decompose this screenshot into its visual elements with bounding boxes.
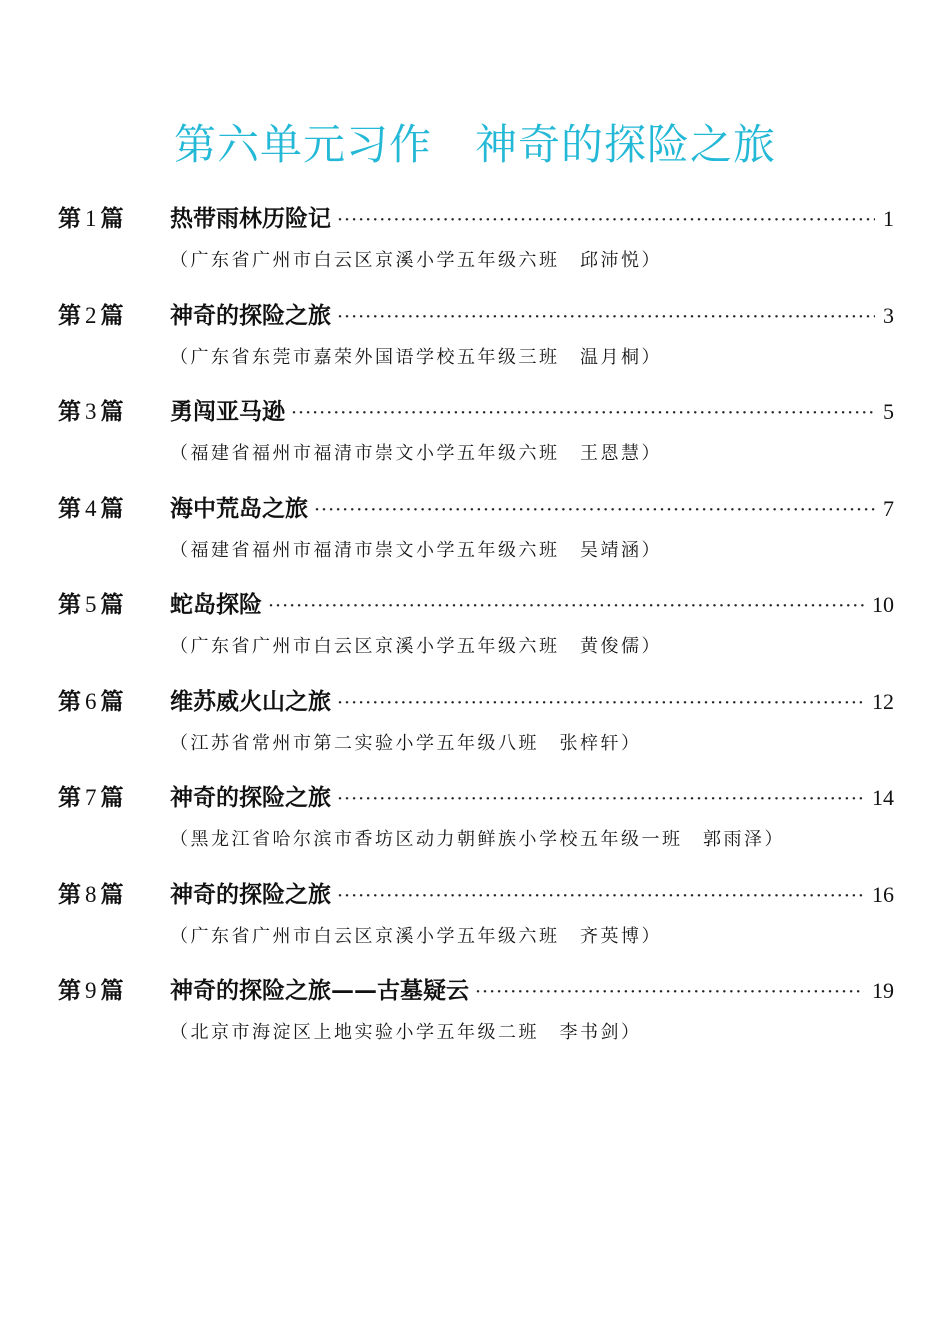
dot-leader	[337, 774, 864, 824]
entry-page-number: 12	[872, 688, 894, 714]
entry-number-label: 第 2 篇	[58, 301, 124, 329]
toc-entry-line[interactable]	[58, 484, 894, 534]
toc-entry	[58, 870, 894, 967]
toc-entry	[58, 580, 894, 677]
dot-leader	[268, 581, 864, 631]
entry-author-line: （广东省东莞市嘉荣外国语学校五年级三班 温月桐）	[170, 346, 662, 368]
entry-number-label: 第 6 篇	[58, 687, 124, 715]
entry-page-number: 1	[883, 206, 894, 231]
toc-entry-line[interactable]	[58, 870, 894, 920]
entry-author-line: （广东省广州市白云区京溪小学五年级六班 黄俊儒）	[170, 636, 662, 657]
entry-title: 勇闯亚马逊	[170, 398, 285, 425]
entry-number-label: 第 3 篇	[58, 398, 124, 425]
entry-title: 神奇的探险之旅	[170, 301, 331, 329]
entry-title: 神奇的探险之旅	[170, 784, 331, 811]
entry-number-label: 第 8 篇	[58, 880, 124, 908]
toc-entry-line[interactable]	[58, 194, 894, 244]
toc-entry-line[interactable]	[58, 387, 894, 437]
entry-page-number: 14	[872, 785, 894, 810]
entry-author-line: （广东省广州市白云区京溪小学五年级六班 邱沛悦）	[170, 250, 662, 271]
entry-title: 维苏威火山之旅	[170, 687, 331, 715]
toc-entry	[58, 484, 894, 581]
entry-number-label: 第 4 篇	[58, 494, 124, 522]
page-title: 第六单元习作 神奇的探险之旅	[173, 120, 776, 169]
toc-entry-line[interactable]	[58, 773, 894, 823]
toc-entry	[58, 291, 894, 388]
entry-title: 神奇的探险之旅——古墓疑云	[170, 977, 469, 1004]
dot-leader	[337, 871, 864, 921]
toc-entry	[58, 194, 894, 291]
entry-page-number: 7	[883, 495, 894, 521]
toc-entry	[58, 387, 894, 484]
dot-leader	[337, 678, 864, 728]
entry-author-line: （福建省福州市福清市崇文小学五年级六班 吴靖涵）	[170, 539, 662, 561]
entry-author-line: （黑龙江省哈尔滨市香坊区动力朝鲜族小学校五年级一班 郭雨泽）	[170, 829, 785, 850]
entry-page-number: 5	[883, 399, 894, 424]
entry-page-number: 10	[872, 592, 894, 617]
entry-page-number: 16	[872, 881, 894, 907]
toc-entry-line[interactable]	[58, 580, 894, 630]
table-of-contents	[58, 194, 894, 1063]
toc-entry	[58, 677, 894, 774]
entry-author-line: （福建省福州市福清市崇文小学五年级六班 王恩慧）	[170, 443, 662, 464]
entry-author-line: （江苏省常州市第二实验小学五年级八班 张梓轩）	[170, 732, 642, 754]
toc-entry-line[interactable]	[58, 966, 894, 1016]
entry-author-line: （广东省广州市白云区京溪小学五年级六班 齐英博）	[170, 925, 662, 947]
entry-title: 蛇岛探险	[170, 591, 262, 618]
entry-title: 神奇的探险之旅	[170, 880, 331, 908]
toc-entry	[58, 773, 894, 870]
dot-leader	[337, 195, 875, 245]
entry-title: 热带雨林历险记	[170, 205, 331, 232]
entry-number-label: 第 9 篇	[58, 977, 124, 1004]
entry-page-number: 3	[883, 302, 894, 328]
entry-number-label: 第 5 篇	[58, 591, 124, 618]
entry-title: 海中荒岛之旅	[170, 494, 308, 522]
entry-author-line: （北京市海淀区上地实验小学五年级二班 李书剑）	[170, 1022, 642, 1043]
entry-number-label: 第 7 篇	[58, 784, 124, 811]
toc-entry-line[interactable]	[58, 677, 894, 727]
entry-number-label: 第 1 篇	[58, 205, 124, 232]
dot-leader	[314, 485, 875, 535]
toc-entry-line[interactable]	[58, 291, 894, 341]
entry-page-number: 19	[872, 978, 894, 1003]
dot-leader	[337, 292, 875, 342]
dot-leader	[291, 388, 875, 438]
dot-leader	[475, 967, 864, 1017]
toc-entry	[58, 966, 894, 1063]
